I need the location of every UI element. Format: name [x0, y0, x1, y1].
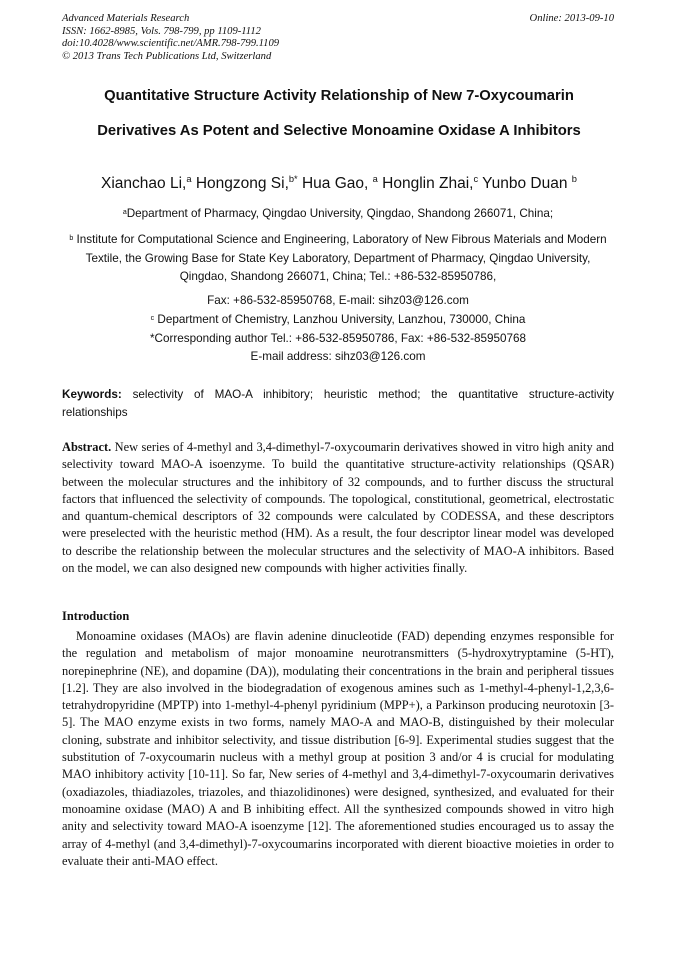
author-name: Honglin Zhai, — [382, 175, 474, 192]
author-affiliation-mark: b — [571, 174, 577, 185]
author-affiliation-mark: a — [372, 174, 378, 185]
author-affiliation-mark: c — [473, 174, 479, 185]
affiliation-mark: c — [150, 315, 155, 323]
affiliation-mark: b — [69, 235, 74, 243]
keywords-label: Keywords: — [62, 388, 122, 401]
copyright-line: © 2013 Trans Tech Publications Ltd, Switzerland — [62, 50, 272, 62]
issn-line: ISSN: 1662-8985, Vols. 798-799, pp 1109-1112 — [62, 25, 261, 37]
author-name: Hongzong Si, — [195, 175, 289, 192]
author-name: Yunbo Duan — [482, 175, 568, 192]
affiliation-mark: a — [122, 209, 127, 217]
paper-title-line-2: Derivatives As Potent and Selective Monoamine Oxidase A Inhibitors — [97, 123, 581, 139]
affiliation-b-fax: Fax: +86-532-85950768, E-mail: sihz03@126.com — [207, 294, 469, 307]
abstract — [62, 439, 614, 577]
paper-title-line-1: Quantitative Structure Activity Relationship of New 7-Oxycoumarin — [104, 88, 574, 104]
author-affiliation-mark: b* — [288, 174, 298, 185]
journal-header — [62, 13, 614, 63]
online-date: Online: 2013-09-10 — [529, 13, 614, 24]
doi-line: doi:10.4028/www.scientific.net/AMR.798-799.1109 — [62, 38, 280, 50]
affiliation-text: Department of Chemistry, Lanzhou University, Lanzhou, 730000, China — [157, 313, 526, 326]
author-name: Xianchao Li, — [101, 175, 187, 192]
corresponding-author: *Corresponding author Tel.: +86-532-85950786, Fax: +86-532-85950768 — [149, 332, 526, 345]
affiliation-a — [62, 205, 614, 224]
keywords-text: selectivity of MAO-A inhibitory; heuristic method; the quantitative structure-activity relationships — [62, 388, 614, 420]
journal-name: Advanced Materials Research — [62, 13, 190, 24]
affiliation-text: Department of Pharmacy, Qingdao University, Qingdao, Shandong 266071, China; — [126, 207, 554, 220]
abstract-label: Abstract. — [62, 440, 112, 454]
keywords — [62, 386, 614, 423]
affiliation-b — [62, 231, 614, 287]
affiliation-text: Institute for Computational Science and Engineering, Laboratory of New Fibrous Materials and Modern Textile, the Growing Base for State Key Laboratory, Department of Pharmacy, Qingdao University, Qingdao, Shandong 266071, China; Tel.: +86-532-85950786, — [76, 233, 607, 284]
affiliation-c — [62, 311, 614, 330]
author-name: Hua Gao, — [301, 175, 369, 192]
author-affiliation-mark: a — [186, 174, 192, 185]
author-list — [40, 175, 638, 193]
email-address: E-mail address: sihz03@126.com — [250, 350, 426, 363]
introduction-paragraph: Monoamine oxidases (MAOs) are flavin adenine dinucleotide (FAD) depending enzymes responsible for the regulation and metabolism of major monoamine neurotransmitters (5-hydroxytryptamine (5-HT), norepinephrine (NE), and dopamine (DA)), modulating their concentrations in the brain and peripheral tissues [1.2]. They are also involved in the biodegradation of exogenous amines such as 1-methyl-4-phenyl-1,2,3,6-tetrahydropyridine (MPTP) into 1-methyl-4-phenyl pyridinium (MPP+), a Parkinson producing neurotoxin [3-5]. The MAO enzyme exists in two forms, namely MAO-A and MAO-B, distinguished by their molecular cloning, substrate and inhibitor selectivity, and tissue distribution [6-9]. Experimental studies suggest that the substitution of 7-oxycoumarin nucleus with a methyl group at position 3 and/or 4 is crucial for modulating MAO inhibitory activity [10-11]. So far, New series of 4-methyl and 3,4-dimethyl-7-oxycoumarin derivatives (oxadiazoles, thiadiazoles, triazoles, and thiazolidinones) were designed, synthesized, and evaluated for their monoamine oxidase (MAO) A and B inhibiting effect. All the synthesized compounds showed in vitro high anity and selectivity toward MAO-A isoenzyme [12]. The aforementioned studies encouraged us to assay the array of 4-methyl (and 3,4-dimethyl)-7-oxycoumarins incorporated with dierent bioactive moieties in order to evaluate their anti-MAO effect. — [62, 629, 614, 868]
section-heading-introduction: Introduction — [62, 609, 130, 623]
abstract-text: New series of 4-methyl and 3,4-dimethyl-7-oxycoumarin derivatives showed in vitro high anity and selectivity toward MAO-A isoenzyme. To build the quantitative structure-activity relationships (QSAR) between the molecular structures and the inhibitory of 32 compounds, and to further discuss the structural factors that influenced the selectivity of compounds. The topological, constitutional, geometrical, electrostatic and quantum-chemical descriptors of 32 compounds were calculated by CODESSA, and these descriptors were preselected with the heuristic method (HM). As a result, the four descriptor linear model was developed to describe the relationship between the molecular structures and the selectivity of MAO-A inhibitors. Based on the model, we can also designed new compounds with higher activities finally. — [62, 440, 614, 576]
